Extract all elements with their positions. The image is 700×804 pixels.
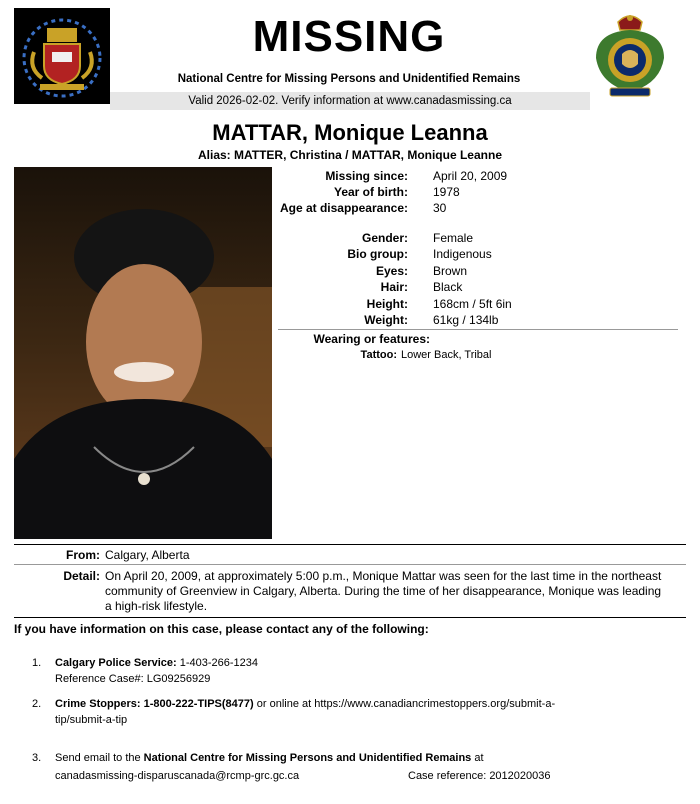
detail-hair	[278, 280, 678, 296]
detail-label: Year of birth:	[333, 185, 408, 199]
contact-suffix: at	[471, 752, 484, 764]
contact-online: or online at https://www.canadiancrimestoppers.org/submit-a-tip/submit-a-tip	[55, 698, 556, 726]
rcmp-badge-logo	[588, 8, 672, 104]
person-alias: Alias: MATTER, Christina / MATTAR, Monique Leanne	[197, 148, 502, 162]
contact-email: canadasmissing-disparuscanada@rcmp-grc.gc.ca	[55, 770, 300, 782]
contact-number: 3.	[32, 752, 42, 764]
contacts-heading: If you have information on this case, please contact any of the following:	[14, 622, 429, 636]
detail-label: Age at disappearance:	[279, 201, 408, 215]
detail-value: Black	[433, 280, 463, 294]
from-divider	[14, 564, 686, 565]
city-crest-logo	[14, 8, 110, 104]
detail-value: 61kg / 134lb	[433, 313, 499, 327]
organization-name: National Centre for Missing Persons and Unidentified Remains	[177, 73, 521, 85]
detail-value: Female	[433, 231, 474, 245]
contact-name: Calgary Police Service:	[55, 657, 177, 669]
detail-label: Missing since:	[325, 169, 408, 183]
detail-bio-group	[278, 247, 678, 263]
detail-value: April 20, 2009	[433, 169, 508, 183]
contact-ncmpur	[55, 750, 615, 766]
detail-label: Hair:	[380, 280, 408, 294]
crest-icon	[14, 8, 110, 104]
detail-missing-since	[278, 169, 678, 185]
detail-value: 1978	[433, 185, 460, 199]
detail-age	[278, 201, 678, 217]
detail-value: 30	[433, 201, 447, 215]
detail-year-of-birth	[278, 185, 678, 201]
tattoo-value: Lower Back, Tribal	[401, 349, 492, 361]
contact-number: 1.	[32, 657, 42, 669]
detail-weight	[278, 313, 678, 329]
detail-eyes	[278, 264, 678, 280]
case-reference: Case reference: 2012020036	[408, 770, 551, 782]
contact-reference: Reference Case#: LG09256929	[55, 673, 211, 685]
portrait-image	[14, 167, 272, 539]
details-divider	[278, 329, 678, 330]
detail-label: Weight:	[364, 313, 408, 327]
detail-label: Eyes:	[375, 264, 408, 278]
detail-label: Bio group:	[347, 247, 408, 261]
detail-label: Detail:	[63, 569, 100, 583]
detail-label: Height:	[366, 297, 408, 311]
from-label: From:	[66, 548, 100, 562]
contact-name: National Centre for Missing Persons and Unidentified Remains	[143, 752, 472, 764]
features-label: Wearing or features:	[313, 332, 430, 346]
detail-gender	[278, 231, 678, 247]
tattoo-label: Tattoo:	[360, 349, 397, 361]
section-divider	[14, 544, 686, 545]
contact-crime-stoppers	[55, 696, 600, 728]
detail-label: Gender:	[361, 231, 408, 245]
contact-prefix: Send email to the	[55, 752, 144, 764]
page-title: MISSING	[252, 12, 446, 61]
from-value: Calgary, Alberta	[105, 548, 190, 562]
contacts-divider	[14, 617, 686, 618]
contact-calgary-police	[55, 655, 615, 687]
person-name: MATTAR, Monique Leanna	[212, 120, 488, 145]
contact-name: Crime Stoppers: 1-800-222-TIPS(8477)	[55, 698, 254, 710]
detail-value: Indigenous	[433, 247, 492, 261]
person-photo	[14, 167, 272, 539]
detail-value: Brown	[433, 264, 468, 278]
valid-notice: Valid 2026-02-02. Verify information at www.canadasmissing.ca	[110, 92, 590, 110]
detail-height	[278, 297, 678, 313]
contact-phone: 1-403-266-1234	[176, 657, 259, 669]
detail-value: 168cm / 5ft 6in	[433, 297, 512, 311]
contact-number: 2.	[32, 698, 42, 710]
detail-text: On April 20, 2009, at approximately 5:00 p.m., Monique Mattar was seen for the last time in the northeast community of Greenview in Calgary, Alberta. During the time of her disappearance, Monique was leading a high-risk lifestyle.	[105, 569, 662, 613]
badge-icon	[588, 8, 672, 104]
